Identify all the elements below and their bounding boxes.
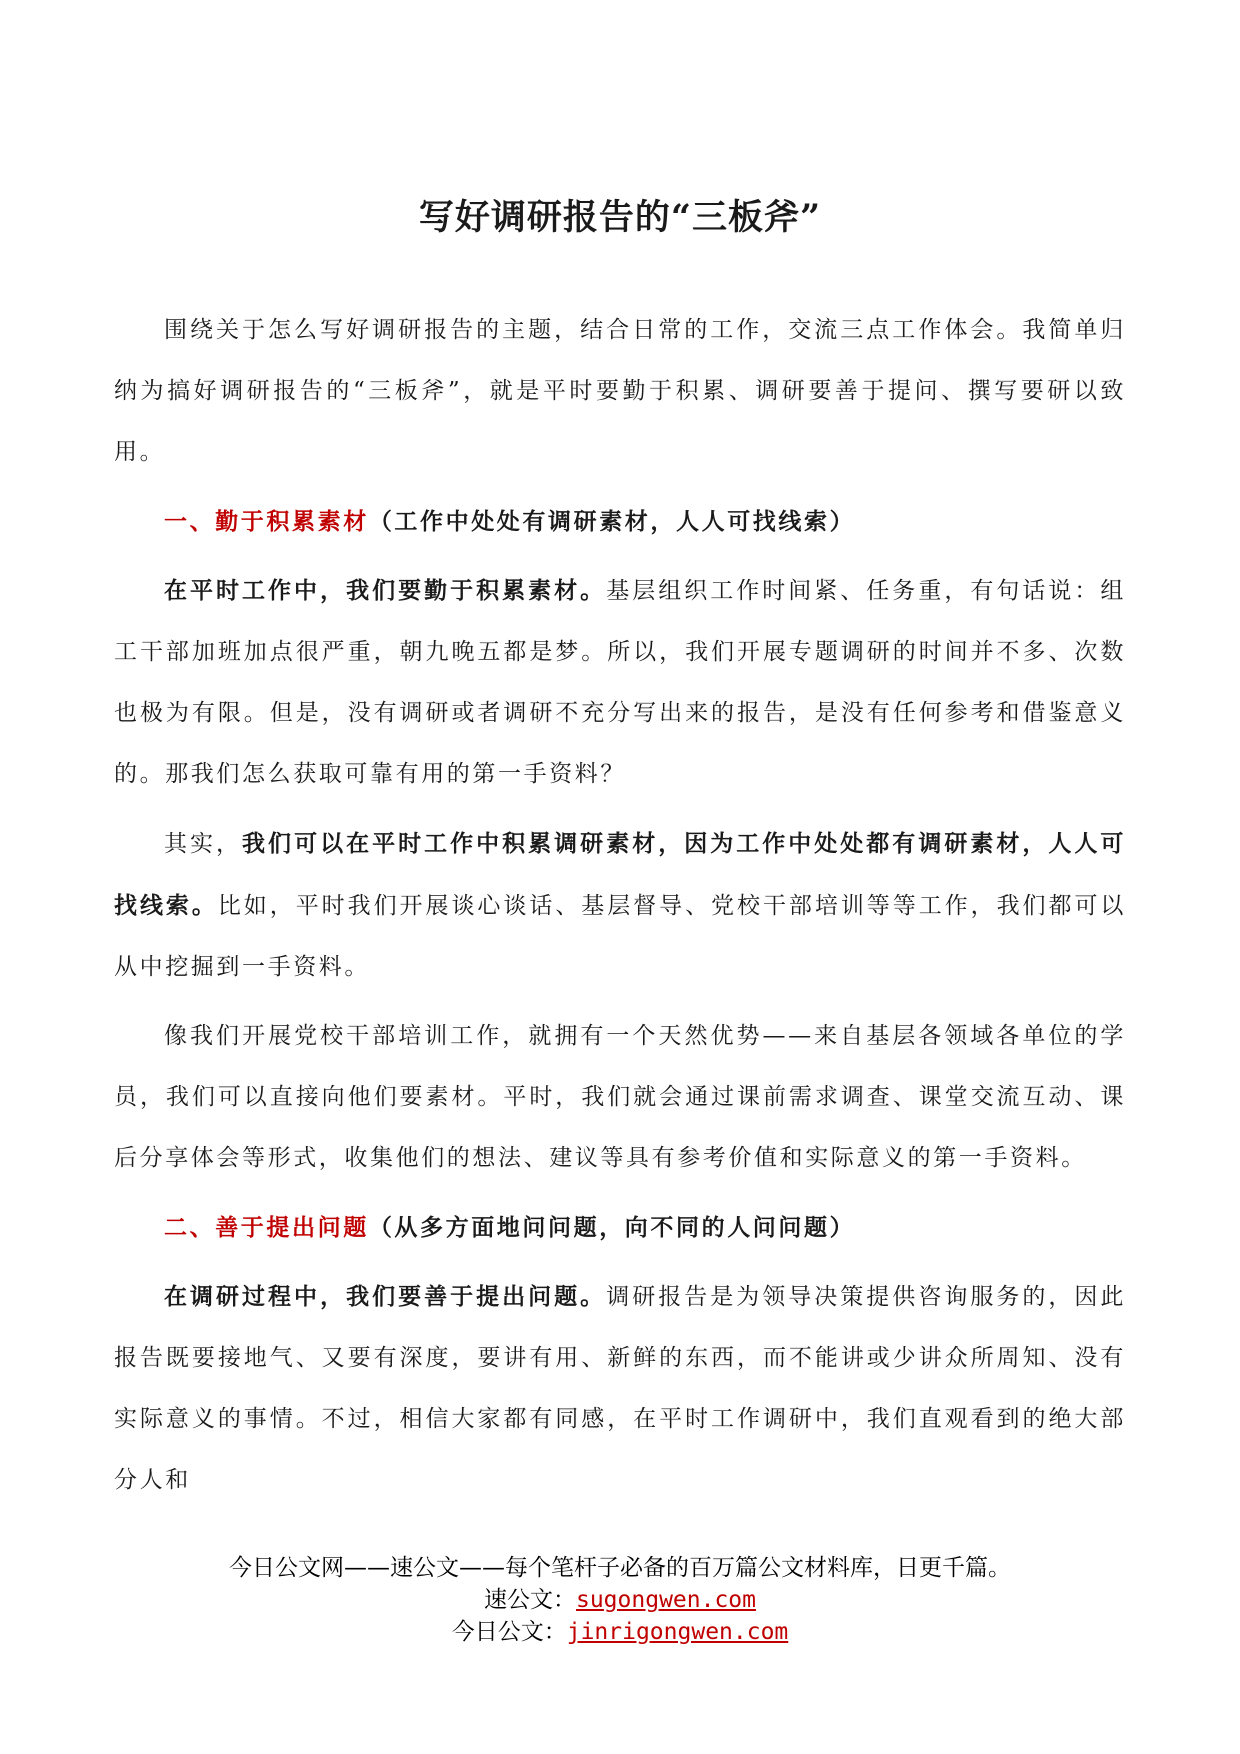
section-1-subtitle: （工作中处处有调研素材，人人可找线索） bbox=[368, 508, 856, 535]
section-heading-1 bbox=[114, 491, 1126, 552]
document-title: 写好调研报告的“三板斧” bbox=[418, 197, 822, 238]
paragraph-1-lead: 在平时工作中，我们要勤于积累素材。 bbox=[164, 577, 607, 604]
footer-label-jinrigongwen: 今日公文： bbox=[451, 1619, 567, 1645]
paragraph-2 bbox=[114, 813, 1126, 998]
section-2-number: 二、 bbox=[164, 1214, 216, 1241]
paragraph-1-text: 基层组织工作时间紧、任务重，有句话说：组工干部加班加点很严重，朝九晚五都是梦。所以，我们开展专题调研的时间并不多、次数也极为有限。但是，没有调研或者调研不充分写出来的报告，是没有任何参考和借鉴意义的。那我们怎么获取可靠有用的第一手资料？ bbox=[114, 578, 1126, 787]
paragraph-1 bbox=[114, 560, 1126, 805]
paragraph-4-text: 调研报告是为领导决策提供咨询服务的，因此报告既要接地气、又要有深度，要讲有用、新鲜的东西，而不能讲或少讲众所周知、没有实际意义的事情。不过，相信大家都有同感，在平时工作调研中，我们直观看到的绝大部分人和 bbox=[114, 1284, 1126, 1493]
page-footer bbox=[0, 1552, 1240, 1648]
paragraph-4-lead: 在调研过程中，我们要善于提出问题。 bbox=[164, 1283, 607, 1310]
paragraph-4 bbox=[114, 1266, 1126, 1511]
footer-line-sugongwen bbox=[0, 1584, 1240, 1616]
jinrigongwen-link[interactable]: jinrigongwen.com bbox=[566, 1619, 789, 1645]
section-2-title: 善于提出问题 bbox=[215, 1214, 369, 1241]
paragraph-2-lead: 其实， bbox=[164, 831, 243, 857]
footer-line-jinrigongwen bbox=[0, 1616, 1240, 1648]
paragraph-2-text: 比如，平时我们开展谈心谈话、基层督导、党校干部培训等等工作，我们都可以从中挖掘到一手资料。 bbox=[114, 893, 1127, 980]
document-body bbox=[114, 300, 1126, 1511]
section-1-number: 一、 bbox=[164, 508, 216, 535]
paragraph-3: 像我们开展党校干部培训工作，就拥有一个天然优势——来自基层各领域各单位的学员，我们可以直接向他们要素材。平时，我们就会通过课前需求调查、课堂交流互动、课后分享体会等形式，收集他们的想法、建议等具有参考价值和实际意义的第一手资料。 bbox=[114, 1023, 1126, 1171]
section-heading-2 bbox=[114, 1197, 1126, 1258]
section-2-subtitle: （从多方面地问问题，向不同的人问问题） bbox=[368, 1214, 856, 1241]
intro-paragraph: 围绕关于怎么写好调研报告的主题，结合日常的工作，交流三点工作体会。我简单归纳为搞好调研报告的“三板斧”，就是平时要勤于积累、调研要善于提问、撰写要研以致用。 bbox=[114, 317, 1126, 465]
sugongwen-link[interactable]: sugongwen.com bbox=[575, 1587, 756, 1613]
section-1-title: 勤于积累素材 bbox=[215, 508, 369, 535]
paragraph-2-bold: 我们可以在平时工作中积累调研素材，因为工作中处处都有调研素材，人人可找线索。 bbox=[114, 830, 1126, 919]
footer-tagline: 今日公文网——速公文——每个笔杆子必备的百万篇公文材料库，日更千篇。 bbox=[229, 1555, 1011, 1581]
footer-label-sugongwen: 速公文： bbox=[483, 1587, 576, 1613]
